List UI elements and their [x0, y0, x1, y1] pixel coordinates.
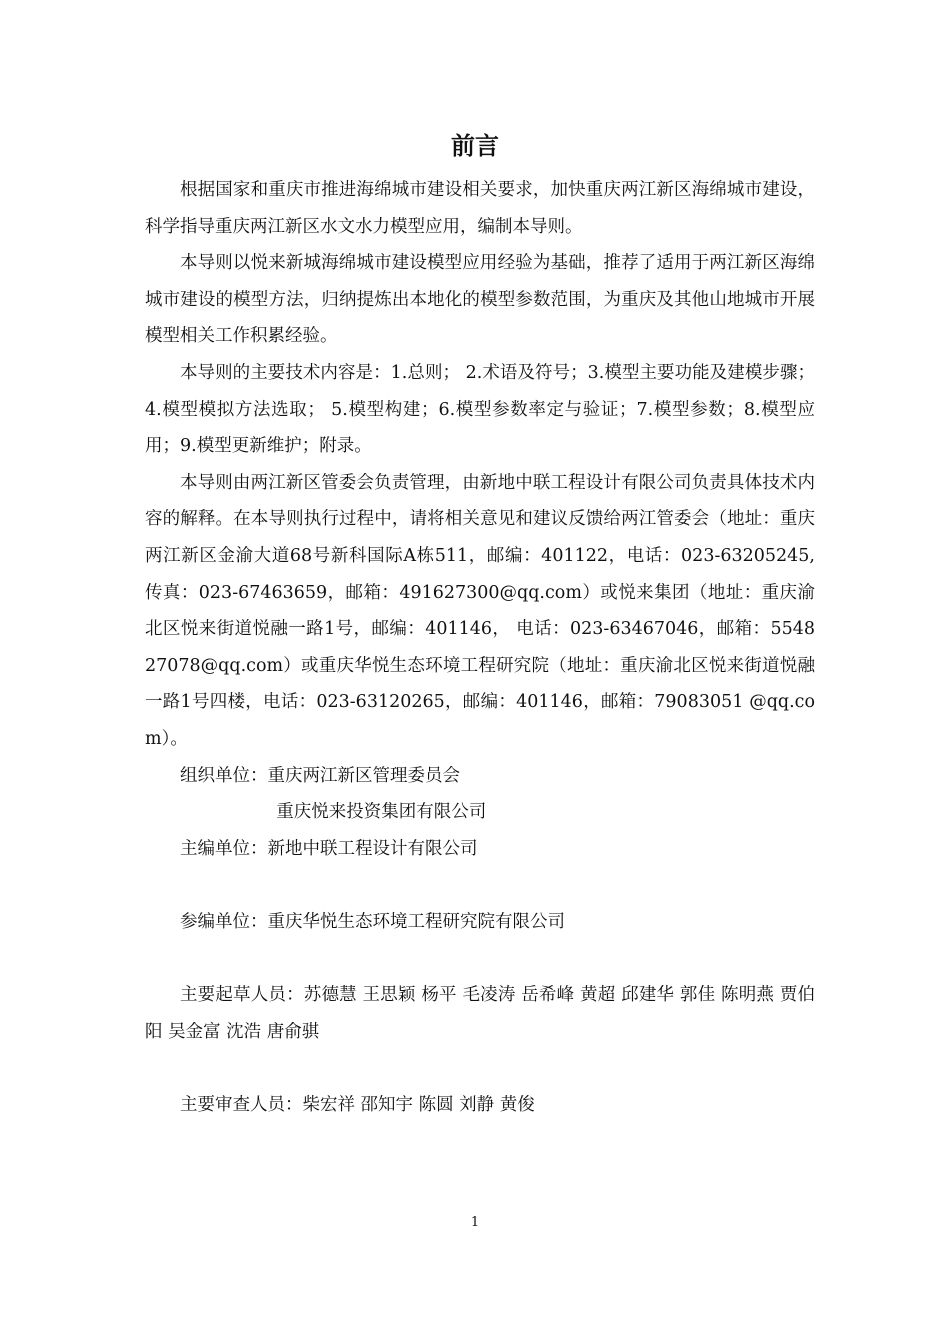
document-body	[145, 172, 815, 1123]
main-reviewers: 主要审查人员：柴宏祥 邵知宇 陈圆 刘静 黄俊	[180, 1094, 535, 1115]
organizer-unit-line2: 重庆悦来投资集团有限公司	[276, 802, 487, 823]
spacer	[145, 940, 815, 977]
spacer	[145, 1050, 815, 1087]
paragraph-purpose: 根据国家和重庆市推进海绵城市建设相关要求，加快重庆两江新区海绵城市建设，科学指导重庆两江新区水文水力模型应用，编制本导则。	[145, 180, 815, 237]
main-drafters: 主要起草人员：苏德慧 王思颖 杨平 毛凌涛 岳希峰 黄超 邱建华 郭佳 陈明燕 贾伯阳 吴金富 沈浩 唐俞骐	[145, 985, 815, 1042]
paragraph-basis: 本导则以悦来新城海绵城市建设模型应用经验为基础，推荐了适用于两江新区海绵城市建设的模型方法，归纳提炼出本地化的模型参数范围，为重庆及其他山地城市开展模型相关工作积累经验。	[145, 253, 815, 347]
organizer-unit-line1: 组织单位：重庆两江新区管理委员会	[180, 765, 460, 786]
paragraph-management: 本导则由两江新区管委会负责管理，由新地中联工程设计有限公司负责具体技术内容的解释。在本导则执行过程中，请将相关意见和建议反馈给两江管委会（地址：重庆两江新区金渝大道68号新科国际A栋511，邮编：401122，电话：023-63205245,传真：023-67463659，邮箱：491627300@qq.com）或悦来集团（地址：重庆渝北区悦来街道悦融一路1号，邮编：401146， 电话：023-63467046，邮箱：554827078@qq.com）或重庆华悦生态环境工程研究院（地址：重庆渝北区悦来街道悦融一路1号四楼，电话：023-63120265，邮编：401146，邮箱：79083051 @qq.com）。	[145, 472, 815, 749]
participating-editor-unit: 参编单位：重庆华悦生态环境工程研究院有限公司	[180, 911, 565, 932]
page-title: 前言	[451, 132, 499, 160]
page-number: 1	[470, 1215, 480, 1230]
paragraph-contents: 本导则的主要技术内容是：1.总则； 2.术语及符号；3.模型主要功能及建模步骤；4.模型模拟方法选取； 5.模型构建；6.模型参数率定与验证；7.模型参数；8.模型应用；9.模型更新维护；附录。	[145, 362, 815, 457]
chief-editor-unit: 主编单位：新地中联工程设计有限公司	[180, 838, 478, 859]
spacer	[145, 867, 815, 904]
